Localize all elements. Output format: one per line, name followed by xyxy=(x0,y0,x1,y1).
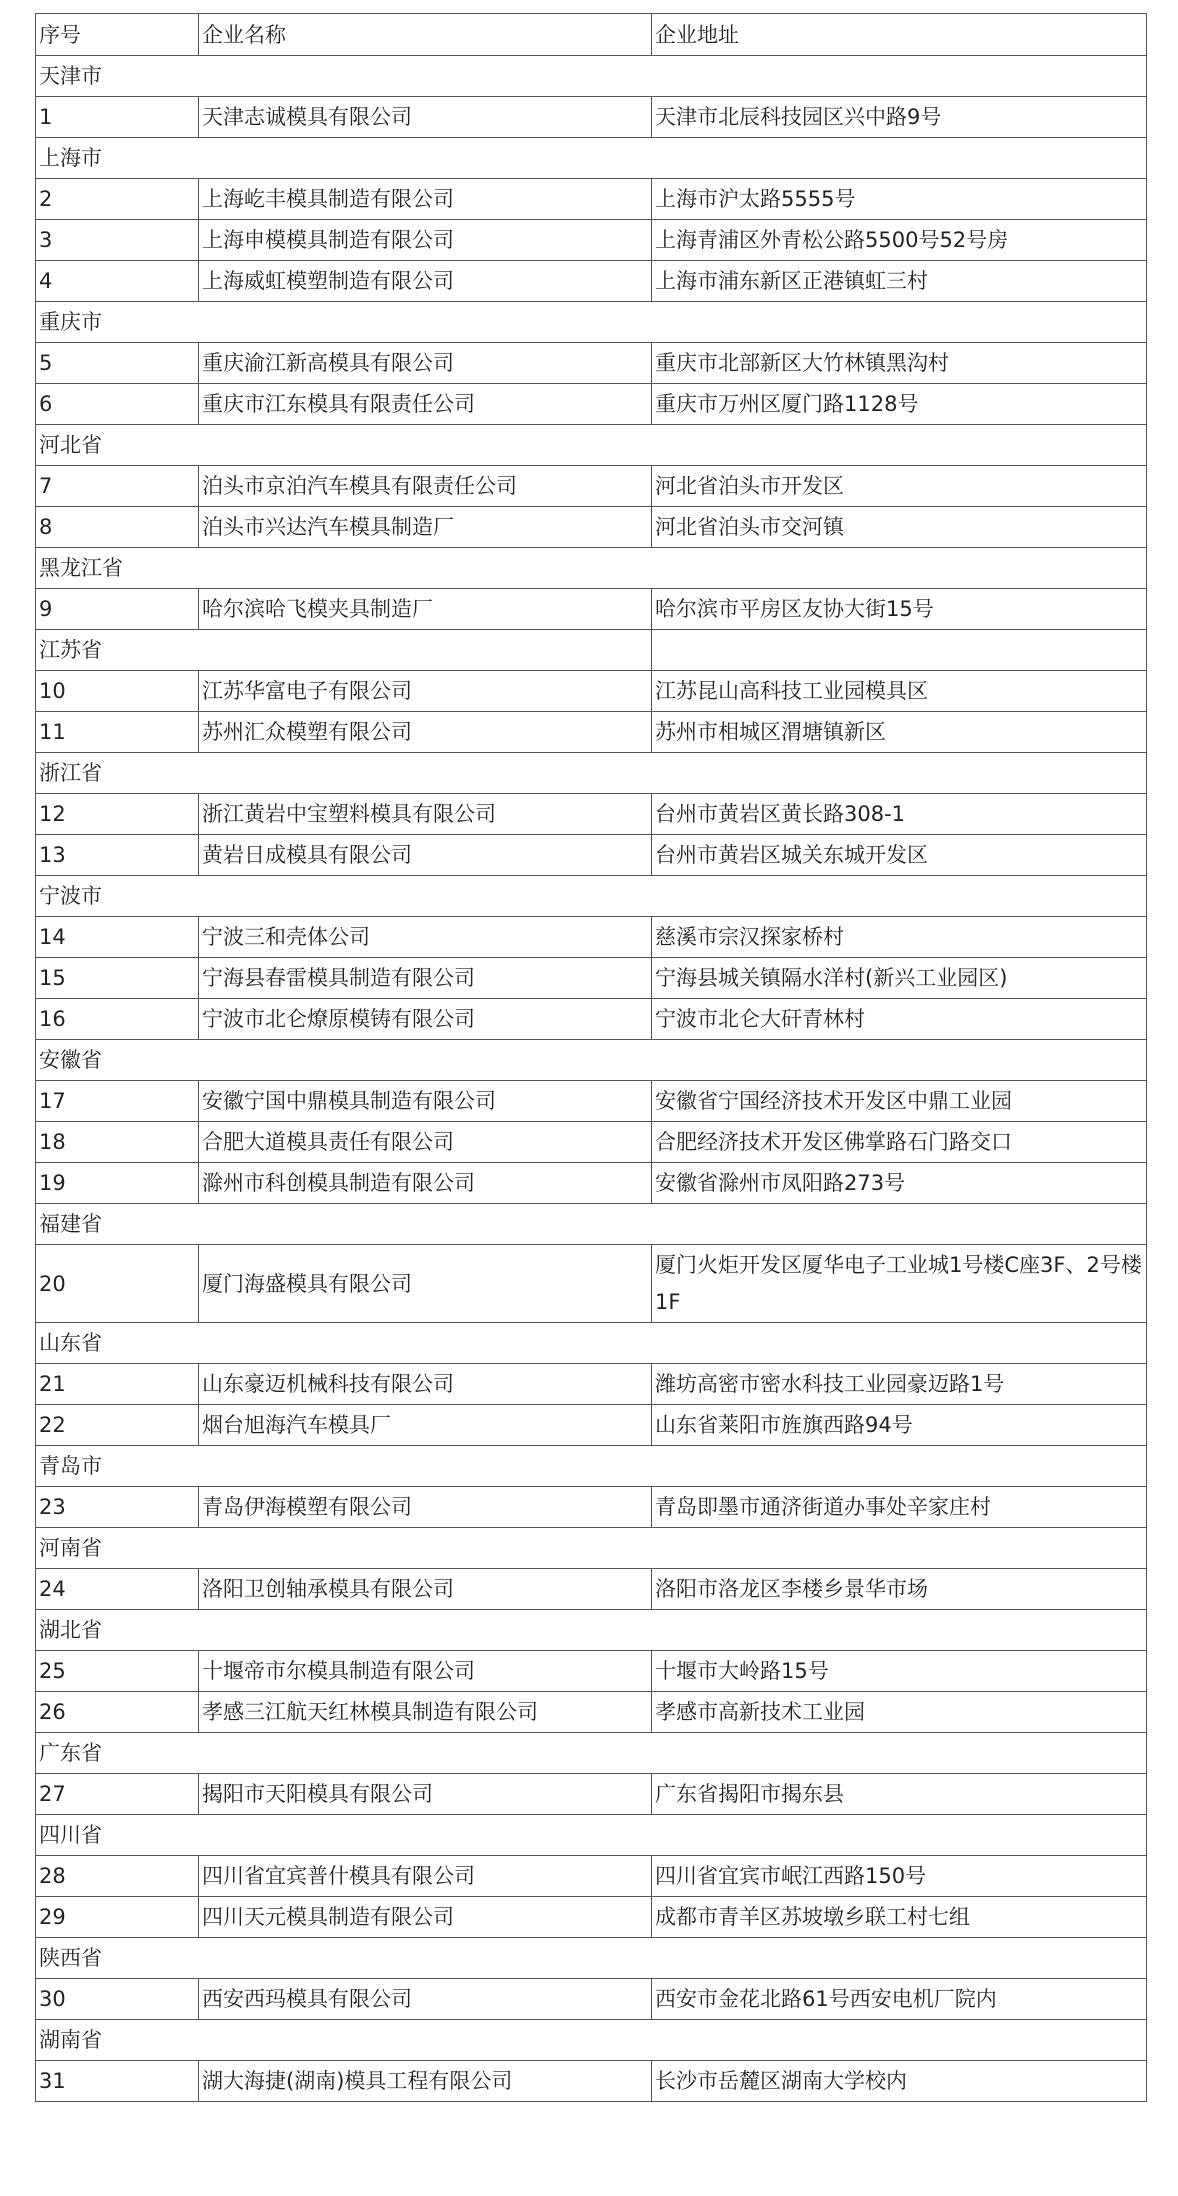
serial-number: 11 xyxy=(36,712,199,753)
region-name: 黑龙江省 xyxy=(36,548,1147,589)
serial-number: 18 xyxy=(36,1122,199,1163)
company-address: 四川省宜宾市岷江西路150号 xyxy=(652,1856,1147,1897)
company-name: 宁波三和壳体公司 xyxy=(199,917,652,958)
region-row xyxy=(36,1733,1147,1774)
region-row xyxy=(36,1323,1147,1364)
company-address: 洛阳市洛龙区李楼乡景华市场 xyxy=(652,1569,1147,1610)
serial-number: 31 xyxy=(36,2061,199,2102)
table-row xyxy=(36,507,1147,548)
company-address: 合肥经济技术开发区佛掌路石门路交口 xyxy=(652,1122,1147,1163)
company-address: 上海青浦区外青松公路5500号52号房 xyxy=(652,220,1147,261)
company-address: 成都市青羊区苏坡墩乡联工村七组 xyxy=(652,1897,1147,1938)
company-address: 安徽省滁州市凤阳路273号 xyxy=(652,1163,1147,1204)
table-row xyxy=(36,835,1147,876)
company-name: 黄岩日成模具有限公司 xyxy=(199,835,652,876)
serial-number: 29 xyxy=(36,1897,199,1938)
company-address: 宁波市北仑大矸青林村 xyxy=(652,999,1147,1040)
company-address: 广东省揭阳市揭东县 xyxy=(652,1774,1147,1815)
header-company-name: 企业名称 xyxy=(199,14,652,56)
serial-number: 12 xyxy=(36,794,199,835)
serial-number: 28 xyxy=(36,1856,199,1897)
serial-number: 23 xyxy=(36,1487,199,1528)
company-name: 泊头市兴达汽车模具制造厂 xyxy=(199,507,652,548)
serial-number: 17 xyxy=(36,1081,199,1122)
serial-number: 6 xyxy=(36,384,199,425)
region-row xyxy=(36,56,1147,97)
region-row xyxy=(36,425,1147,466)
table-row xyxy=(36,917,1147,958)
serial-number: 4 xyxy=(36,261,199,302)
region-row xyxy=(36,876,1147,917)
company-name: 湖大海捷(湖南)模具工程有限公司 xyxy=(199,2061,652,2102)
region-name: 陕西省 xyxy=(36,1938,1147,1979)
region-name: 四川省 xyxy=(36,1815,1147,1856)
table-header-row xyxy=(36,14,1147,56)
company-address: 长沙市岳麓区湖南大学校内 xyxy=(652,2061,1147,2102)
region-row xyxy=(36,138,1147,179)
region-row xyxy=(36,630,1147,671)
table-row xyxy=(36,1163,1147,1204)
serial-number: 21 xyxy=(36,1364,199,1405)
table-row xyxy=(36,589,1147,630)
company-address: 天津市北辰科技园区兴中路9号 xyxy=(652,97,1147,138)
company-address: 潍坊高密市密水科技工业园豪迈路1号 xyxy=(652,1364,1147,1405)
serial-number: 14 xyxy=(36,917,199,958)
company-name: 上海威虹模塑制造有限公司 xyxy=(199,261,652,302)
company-name: 揭阳市天阳模具有限公司 xyxy=(199,1774,652,1815)
table-row xyxy=(36,1245,1147,1323)
company-address: 台州市黄岩区城关东城开发区 xyxy=(652,835,1147,876)
table-body xyxy=(36,14,1147,2102)
company-address: 慈溪市宗汉探家桥村 xyxy=(652,917,1147,958)
company-name: 宁海县春雷模具制造有限公司 xyxy=(199,958,652,999)
serial-number: 16 xyxy=(36,999,199,1040)
company-name: 浙江黄岩中宝塑料模具有限公司 xyxy=(199,794,652,835)
company-address: 孝感市高新技术工业园 xyxy=(652,1692,1147,1733)
company-table-wrapper xyxy=(35,13,1146,2102)
serial-number: 20 xyxy=(36,1245,199,1323)
table-row xyxy=(36,1081,1147,1122)
table-row xyxy=(36,1405,1147,1446)
company-address: 河北省泊头市交河镇 xyxy=(652,507,1147,548)
region-name: 福建省 xyxy=(36,1204,1147,1245)
company-address: 山东省莱阳市旌旗西路94号 xyxy=(652,1405,1147,1446)
serial-number: 3 xyxy=(36,220,199,261)
table-row xyxy=(36,343,1147,384)
serial-number: 9 xyxy=(36,589,199,630)
table-row xyxy=(36,958,1147,999)
table-row xyxy=(36,1774,1147,1815)
company-name: 苏州汇众模塑有限公司 xyxy=(199,712,652,753)
region-row xyxy=(36,302,1147,343)
region-name: 上海市 xyxy=(36,138,1147,179)
table-row xyxy=(36,1487,1147,1528)
table-row xyxy=(36,1692,1147,1733)
serial-number: 8 xyxy=(36,507,199,548)
serial-number: 10 xyxy=(36,671,199,712)
company-name: 重庆渝江新高模具有限公司 xyxy=(199,343,652,384)
company-name: 上海申模模具制造有限公司 xyxy=(199,220,652,261)
company-address: 重庆市万州区厦门路1128号 xyxy=(652,384,1147,425)
region-name: 宁波市 xyxy=(36,876,1147,917)
serial-number: 22 xyxy=(36,1405,199,1446)
region-name: 山东省 xyxy=(36,1323,1147,1364)
region-name: 湖北省 xyxy=(36,1610,1147,1651)
company-address: 哈尔滨市平房区友协大街15号 xyxy=(652,589,1147,630)
serial-number: 7 xyxy=(36,466,199,507)
table-row xyxy=(36,1569,1147,1610)
region-name: 天津市 xyxy=(36,56,1147,97)
company-name: 十堰帝市尔模具制造有限公司 xyxy=(199,1651,652,1692)
region-row xyxy=(36,1938,1147,1979)
company-name: 四川天元模具制造有限公司 xyxy=(199,1897,652,1938)
company-address: 重庆市北部新区大竹林镇黑沟村 xyxy=(652,343,1147,384)
serial-number: 24 xyxy=(36,1569,199,1610)
serial-number: 27 xyxy=(36,1774,199,1815)
region-name: 安徽省 xyxy=(36,1040,1147,1081)
table-row xyxy=(36,261,1147,302)
region-row xyxy=(36,548,1147,589)
table-row xyxy=(36,179,1147,220)
region-name: 青岛市 xyxy=(36,1446,1147,1487)
company-address: 安徽省宁国经济技术开发区中鼎工业园 xyxy=(652,1081,1147,1122)
header-company-address: 企业地址 xyxy=(652,14,1147,56)
company-address: 苏州市相城区渭塘镇新区 xyxy=(652,712,1147,753)
region-name: 浙江省 xyxy=(36,753,1147,794)
table-row xyxy=(36,384,1147,425)
company-address: 河北省泊头市开发区 xyxy=(652,466,1147,507)
region-row xyxy=(36,1528,1147,1569)
table-row xyxy=(36,712,1147,753)
company-name: 洛阳卫创轴承模具有限公司 xyxy=(199,1569,652,1610)
company-name: 泊头市京泊汽车模具有限责任公司 xyxy=(199,466,652,507)
table-row xyxy=(36,1122,1147,1163)
serial-number: 19 xyxy=(36,1163,199,1204)
region-name: 重庆市 xyxy=(36,302,1147,343)
region-row xyxy=(36,753,1147,794)
serial-number: 5 xyxy=(36,343,199,384)
region-row xyxy=(36,1204,1147,1245)
serial-number: 13 xyxy=(36,835,199,876)
company-name: 宁波市北仑燎原模铸有限公司 xyxy=(199,999,652,1040)
table-row xyxy=(36,794,1147,835)
table-row xyxy=(36,1364,1147,1405)
table-row xyxy=(36,1897,1147,1938)
region-name: 江苏省 xyxy=(36,630,652,671)
company-address: 厦门火炬开发区厦华电子工业城1号楼C座3F、2号楼1F xyxy=(652,1245,1147,1323)
table-row xyxy=(36,1651,1147,1692)
table-row xyxy=(36,2061,1147,2102)
company-address: 台州市黄岩区黄长路308-1 xyxy=(652,794,1147,835)
company-name: 哈尔滨哈飞模夹具制造厂 xyxy=(199,589,652,630)
company-name: 上海屹丰模具制造有限公司 xyxy=(199,179,652,220)
region-empty-cell xyxy=(652,630,1147,671)
mold-company-table xyxy=(35,13,1147,2102)
company-name: 合肥大道模具责任有限公司 xyxy=(199,1122,652,1163)
company-name: 烟台旭海汽车模具厂 xyxy=(199,1405,652,1446)
serial-number: 2 xyxy=(36,179,199,220)
company-name: 江苏华富电子有限公司 xyxy=(199,671,652,712)
company-name: 安徽宁国中鼎模具制造有限公司 xyxy=(199,1081,652,1122)
table-row xyxy=(36,220,1147,261)
region-row xyxy=(36,1446,1147,1487)
region-row xyxy=(36,1815,1147,1856)
company-name: 青岛伊海模塑有限公司 xyxy=(199,1487,652,1528)
region-name: 湖南省 xyxy=(36,2020,1147,2061)
serial-number: 1 xyxy=(36,97,199,138)
company-name: 西安西玛模具有限公司 xyxy=(199,1979,652,2020)
region-name: 广东省 xyxy=(36,1733,1147,1774)
region-name: 河南省 xyxy=(36,1528,1147,1569)
table-row xyxy=(36,671,1147,712)
table-row xyxy=(36,466,1147,507)
table-row xyxy=(36,1979,1147,2020)
serial-number: 26 xyxy=(36,1692,199,1733)
company-address: 宁海县城关镇隔水洋村(新兴工业园区) xyxy=(652,958,1147,999)
region-name: 河北省 xyxy=(36,425,1147,466)
serial-number: 30 xyxy=(36,1979,199,2020)
company-name: 滁州市科创模具制造有限公司 xyxy=(199,1163,652,1204)
region-row xyxy=(36,1040,1147,1081)
company-name: 重庆市江东模具有限责任公司 xyxy=(199,384,652,425)
table-row xyxy=(36,999,1147,1040)
company-address: 西安市金花北路61号西安电机厂院内 xyxy=(652,1979,1147,2020)
company-address: 青岛即墨市通济街道办事处辛家庄村 xyxy=(652,1487,1147,1528)
company-name: 厦门海盛模具有限公司 xyxy=(199,1245,652,1323)
company-address: 十堰市大岭路15号 xyxy=(652,1651,1147,1692)
table-row xyxy=(36,97,1147,138)
company-address: 江苏昆山高科技工业园模具区 xyxy=(652,671,1147,712)
company-address: 上海市沪太路5555号 xyxy=(652,179,1147,220)
company-name: 天津志诚模具有限公司 xyxy=(199,97,652,138)
serial-number: 15 xyxy=(36,958,199,999)
serial-number: 25 xyxy=(36,1651,199,1692)
region-row xyxy=(36,2020,1147,2061)
company-address: 上海市浦东新区正港镇虹三村 xyxy=(652,261,1147,302)
table-row xyxy=(36,1856,1147,1897)
region-row xyxy=(36,1610,1147,1651)
company-name: 山东豪迈机械科技有限公司 xyxy=(199,1364,652,1405)
company-name: 四川省宜宾普什模具有限公司 xyxy=(199,1856,652,1897)
header-serial-number: 序号 xyxy=(36,14,199,56)
company-name: 孝感三江航天红林模具制造有限公司 xyxy=(199,1692,652,1733)
